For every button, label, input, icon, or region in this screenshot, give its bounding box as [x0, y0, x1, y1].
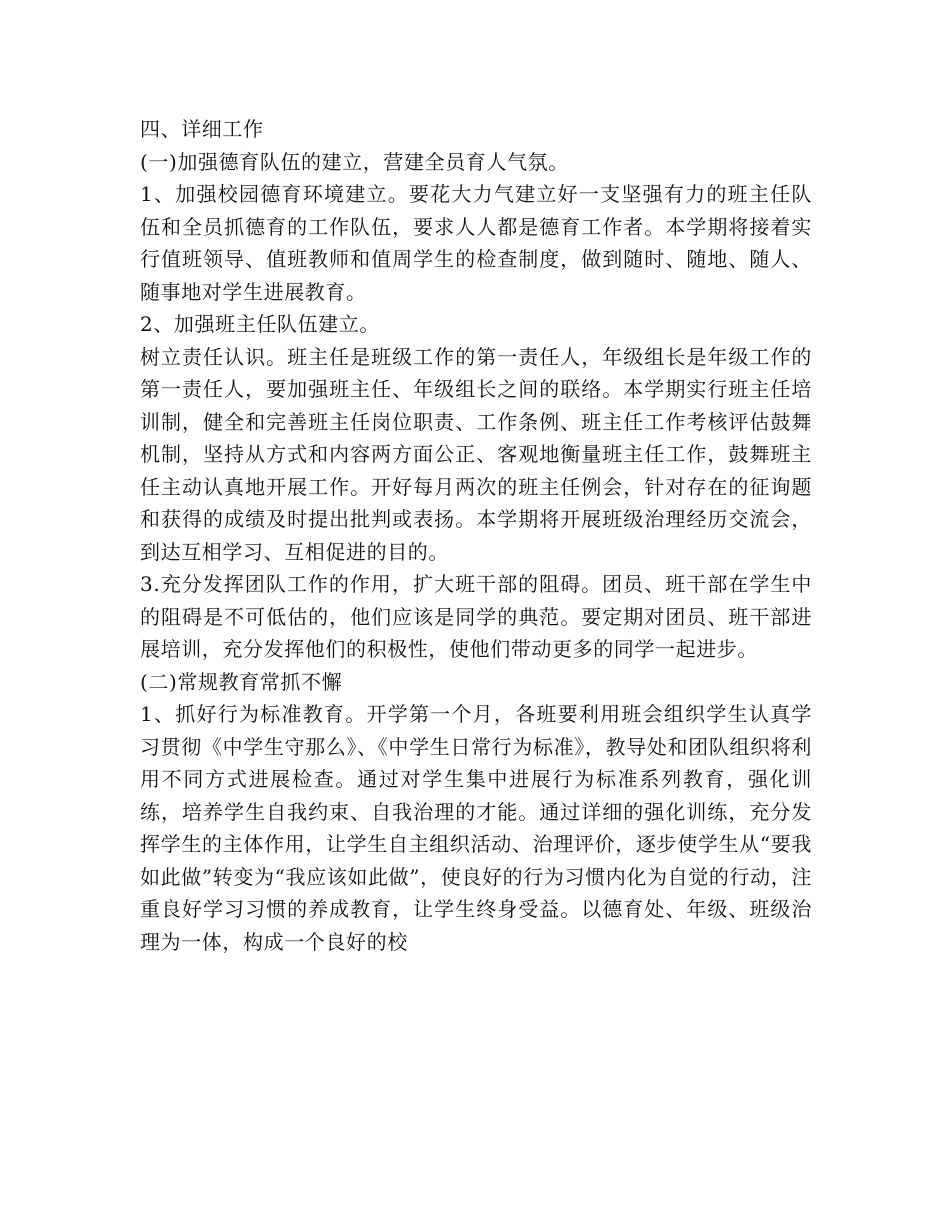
paragraph: 1、抓好行为标准教育。开学第一个月，各班要利用班会组织学生认真学习贯彻《中学生守那么》、《中学生日常行为标准》，教导处和团队组织将利用不同方式进展检查。通过对学生集中进展行为标准系列教育，强化训练，培养学生自我约束、自我治理的才能。通过详细的强化训练，充分发挥学生的主体作用，让学生自主组织活动、治理评价，逐步使学生从“要我如此做”转变为“我应该如此做”，使良好的行为习惯内化为自觉的行动，注重良好学习习惯的养成教育，让学生终身受益。以德育处、年级、班级治理为一体，构成一个良好的校: [140, 702, 812, 954]
paragraph: 3.充分发挥团队工作的作用，扩大班干部的阻碍。团员、班干部在学生中的阻碍是不可低估的，他们应该是同学的典范。要定期对团员、班干部进展培训，充分发挥他们的积极性，使他们带动更多的同学一起进步。: [140, 572, 812, 661]
paragraph: 树立责任认识。班主任是班级工作的第一责任人，年级组长是年级工作的第一责任人，要加强班主任、年级组长之间的联络。本学期实行班主任培训制，健全和完善班主任岗位职责、工作条例、班主任工作考核评估鼓舞机制，坚持从方式和内容两方面公正、客观地衡量班主任工作，鼓舞班主任主动认真地开展工作。开好每月两次的班主任例会，针对存在的征询题和获得的成绩及时提出批判或表扬。本学期将开展班级治理经历交流会，到达互相学习、互相促进的目的。: [140, 344, 812, 564]
document-body: [140, 113, 812, 958]
section-heading: 四、详细工作: [140, 117, 264, 141]
paragraph: 1、加强校园德育环境建立。要花大力气建立好一支坚强有力的班主任队伍和全员抓德育的工作队伍，要求人人都是德育工作者。本学期将接着实行值班领导、值班教师和值周学生的检查制度，做到随时、随地、随人、随事地对学生进展教育。: [140, 182, 812, 304]
subsection-heading: (一)加强德育队伍的建立，营建全员育人气氛。: [140, 149, 569, 174]
item-heading: 2、加强班主任队伍建立。: [140, 312, 380, 336]
subsection-heading: (二)常规教育常抓不懈: [140, 669, 343, 694]
